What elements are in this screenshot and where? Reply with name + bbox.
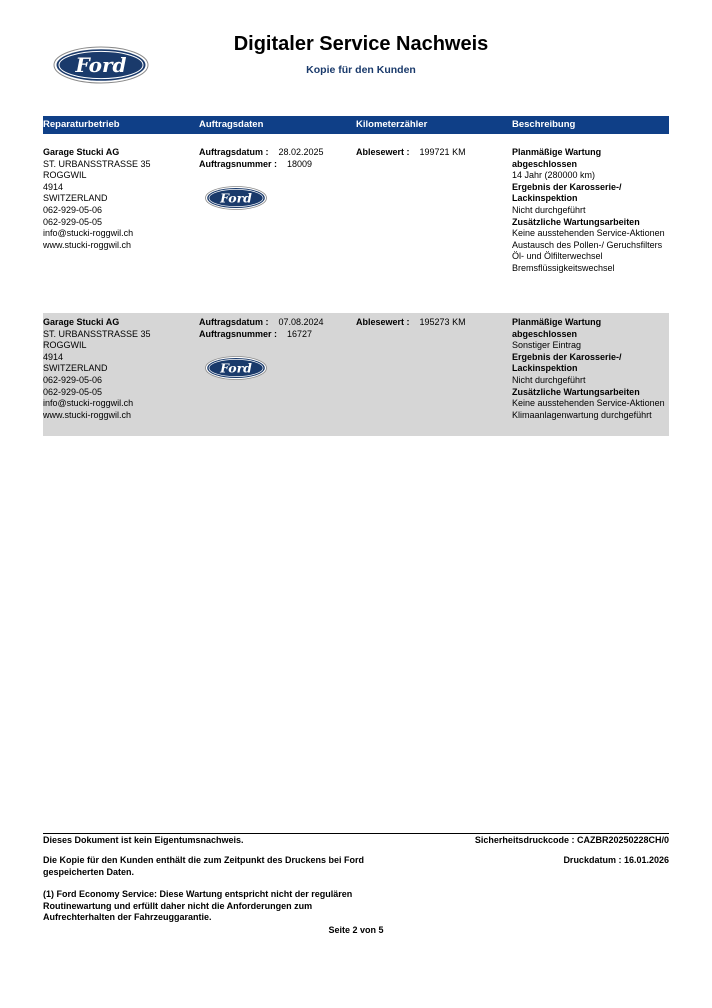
svg-text:Ford: Ford xyxy=(220,190,252,206)
description-line: Keine ausstehenden Service-Aktionen xyxy=(512,398,665,409)
order-date: 28.02.2025 xyxy=(278,147,324,157)
order-data-cell xyxy=(199,317,349,380)
ford-logo-text: Ford xyxy=(75,53,127,77)
workshop-fax: 062-929-05-05 xyxy=(43,386,103,397)
column-header-order-data: Auftragsdaten xyxy=(199,119,264,130)
workshop-country: SWITZERLAND xyxy=(43,363,108,374)
workshop-website: www.stucki-roggwil.ch xyxy=(43,239,132,250)
workshop-phone: 062-929-05-06 xyxy=(43,374,103,385)
description-line: Bremsflüssigkeitswechsel xyxy=(512,262,615,273)
page-title: Digitaler Service Nachweis xyxy=(233,33,489,55)
workshop-zip: 4914 xyxy=(43,351,64,362)
svg-text:Ford: Ford xyxy=(220,360,252,376)
description-line: Austausch des Pollen-/ Geruchsfilters xyxy=(512,239,663,250)
table-row xyxy=(43,143,669,303)
page-subtitle: Kopie für den Kunden xyxy=(306,64,416,76)
description-cell xyxy=(512,147,668,275)
description-line: Planmäßige Wartung abgeschlossen xyxy=(512,147,602,169)
workshop-name: Garage Stucki AG xyxy=(43,317,120,327)
description-line: Nicht durchgeführt xyxy=(512,204,586,215)
description-line: Klimaanlagenwartung durchgeführt xyxy=(512,409,652,420)
description-line: Nicht durchgeführt xyxy=(512,374,586,385)
description-cell xyxy=(512,317,668,421)
order-date-label: Auftragsdatum : xyxy=(199,147,269,157)
workshop-zip: 4914 xyxy=(43,181,64,192)
column-header-description: Beschreibung xyxy=(512,119,576,130)
workshop-cell xyxy=(43,147,193,251)
footer-divider xyxy=(43,833,669,834)
odometer-value: 199721 KM xyxy=(419,147,466,157)
workshop-email: info@stucki-roggwil.ch xyxy=(43,228,134,239)
odometer-cell xyxy=(356,317,506,329)
workshop-street: ST. URBANSSTRASSE 35 xyxy=(43,328,151,339)
workshop-phone: 062-929-05-06 xyxy=(43,204,103,215)
odometer-cell xyxy=(356,147,506,159)
page-number: Seite 2 von 5 xyxy=(328,925,384,935)
order-number-label: Auftragsnummer : xyxy=(199,328,278,339)
workshop-website: www.stucki-roggwil.ch xyxy=(43,409,132,420)
column-header-workshop: Reparaturbetrieb xyxy=(43,119,120,130)
workshop-cell xyxy=(43,317,193,421)
column-header-odometer: Kilometerzähler xyxy=(356,119,428,130)
order-date: 07.08.2024 xyxy=(278,317,324,327)
odometer-label: Ablesewert : xyxy=(356,147,410,157)
description-line: Ergebnis der Karosserie-/ Lackinspektion xyxy=(512,351,622,374)
odometer-label: Ablesewert : xyxy=(356,317,410,327)
economy-service-note: (1) Ford Economy Service: Diese Wartung entspricht nicht der regulären Routinewartung und erfüllt daher nicht die Anforderungen zum Aufrechterhalten der Fahrzeuggarantie. xyxy=(43,889,353,923)
description-line: Sonstiger Eintrag xyxy=(512,340,582,351)
workshop-country: SWITZERLAND xyxy=(43,193,108,204)
security-code: Sicherheitsdruckcode : CAZBR20250228CH/0 xyxy=(474,835,669,845)
order-date-label: Auftragsdatum : xyxy=(199,317,269,327)
description-line: Planmäßige Wartung abgeschlossen xyxy=(512,317,602,339)
copy-note: Die Kopie für den Kunden enthält die zum Zeitpunkt des Druckens bei Ford gespeicherten Daten. xyxy=(43,855,365,877)
table-row xyxy=(43,313,669,436)
workshop-email: info@stucki-roggwil.ch xyxy=(43,398,134,409)
print-date: Druckdatum : 16.01.2026 xyxy=(563,855,669,865)
ownership-note: Dieses Dokument ist kein Eigentumsnachweis. xyxy=(43,835,244,845)
order-number: 18009 xyxy=(287,158,313,169)
description-line: Zusätzliche Wartungsarbeiten xyxy=(512,216,640,227)
description-line: Öl- und Ölfilterwechsel xyxy=(512,251,603,262)
odometer-value: 195273 KM xyxy=(419,317,466,327)
description-line: Keine ausstehenden Service-Aktionen xyxy=(512,228,665,239)
workshop-name: Garage Stucki AG xyxy=(43,147,120,157)
ford-logo xyxy=(205,356,267,380)
order-number-label: Auftragsnummer : xyxy=(199,158,278,169)
workshop-fax: 062-929-05-05 xyxy=(43,216,103,227)
order-data-cell xyxy=(199,147,349,210)
description-line: Ergebnis der Karosserie-/ Lackinspektion xyxy=(512,181,622,204)
ford-logo xyxy=(205,186,267,210)
table-header xyxy=(43,116,669,134)
description-line: Zusätzliche Wartungsarbeiten xyxy=(512,386,640,397)
order-number: 16727 xyxy=(287,328,313,339)
description-line: 14 Jahr (280000 km) xyxy=(512,170,596,181)
workshop-city: ROGGWIL xyxy=(43,170,87,181)
workshop-city: ROGGWIL xyxy=(43,340,87,351)
workshop-street: ST. URBANSSTRASSE 35 xyxy=(43,158,151,169)
